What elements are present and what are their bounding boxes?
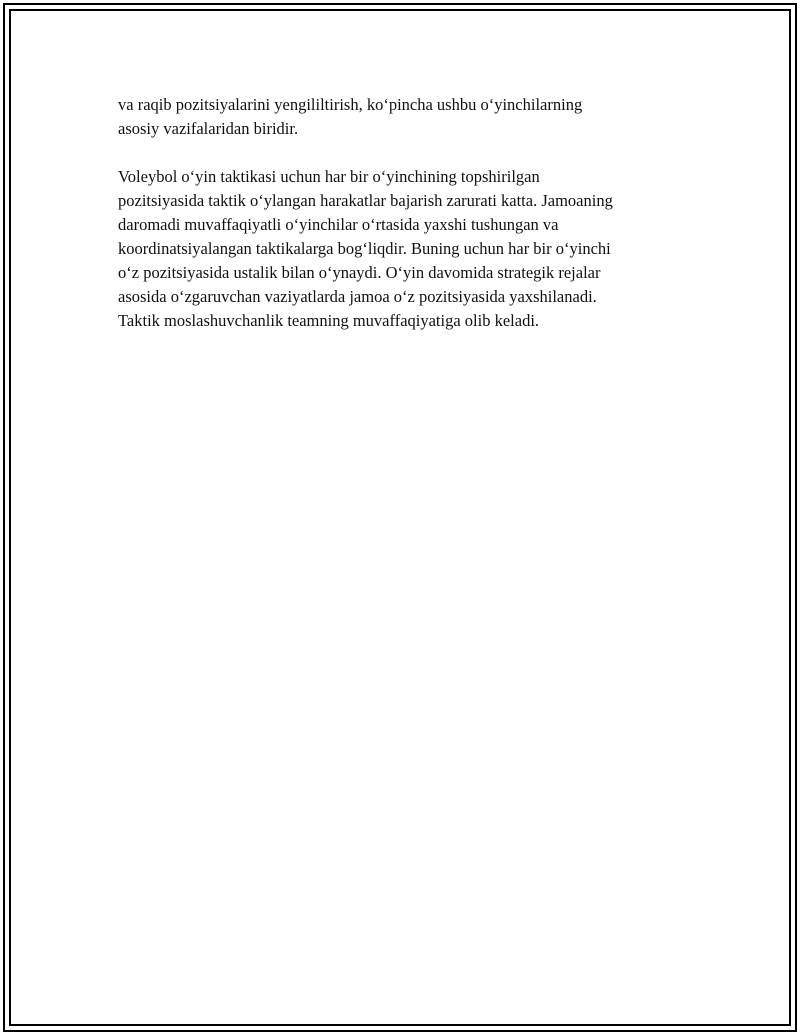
paragraph-line: Taktik moslashuvchanlik teamning muvaffaqiyatiga olib keladi.	[118, 311, 540, 330]
document-body	[118, 93, 678, 357]
paragraph-line: asosida oʻzgaruvchan vaziyatlarda jamoa oʻz pozitsiyasida yaxshilanadi.	[118, 287, 597, 306]
paragraph-line: daromadi muvaffaqiyatli oʻyinchilar oʻrtasida yaxshi tushungan va	[118, 215, 559, 234]
paragraph-2	[118, 165, 678, 333]
paragraph-line: koordinatsiyalangan taktikalarga bogʻliqdir. Buning uchun har bir oʻyinchi	[118, 239, 611, 258]
paragraph-1	[118, 93, 678, 141]
paragraph-line: asosiy vazifalaridan biridir.	[118, 119, 299, 138]
paragraph-line: pozitsiyasida taktik oʻylangan harakatlar bajarish zarurati katta. Jamoaning	[118, 191, 613, 210]
paragraph-line: Voleybol oʻyin taktikasi uchun har bir oʻyinchining topshirilgan	[118, 167, 540, 186]
paragraph-line: va raqib pozitsiyalarini yengililtirish, koʻpincha ushbu oʻyinchilarning	[118, 95, 583, 114]
paragraph-line: oʻz pozitsiyasida ustalik bilan oʻynaydi. Oʻyin davomida strategik rejalar	[118, 263, 601, 282]
